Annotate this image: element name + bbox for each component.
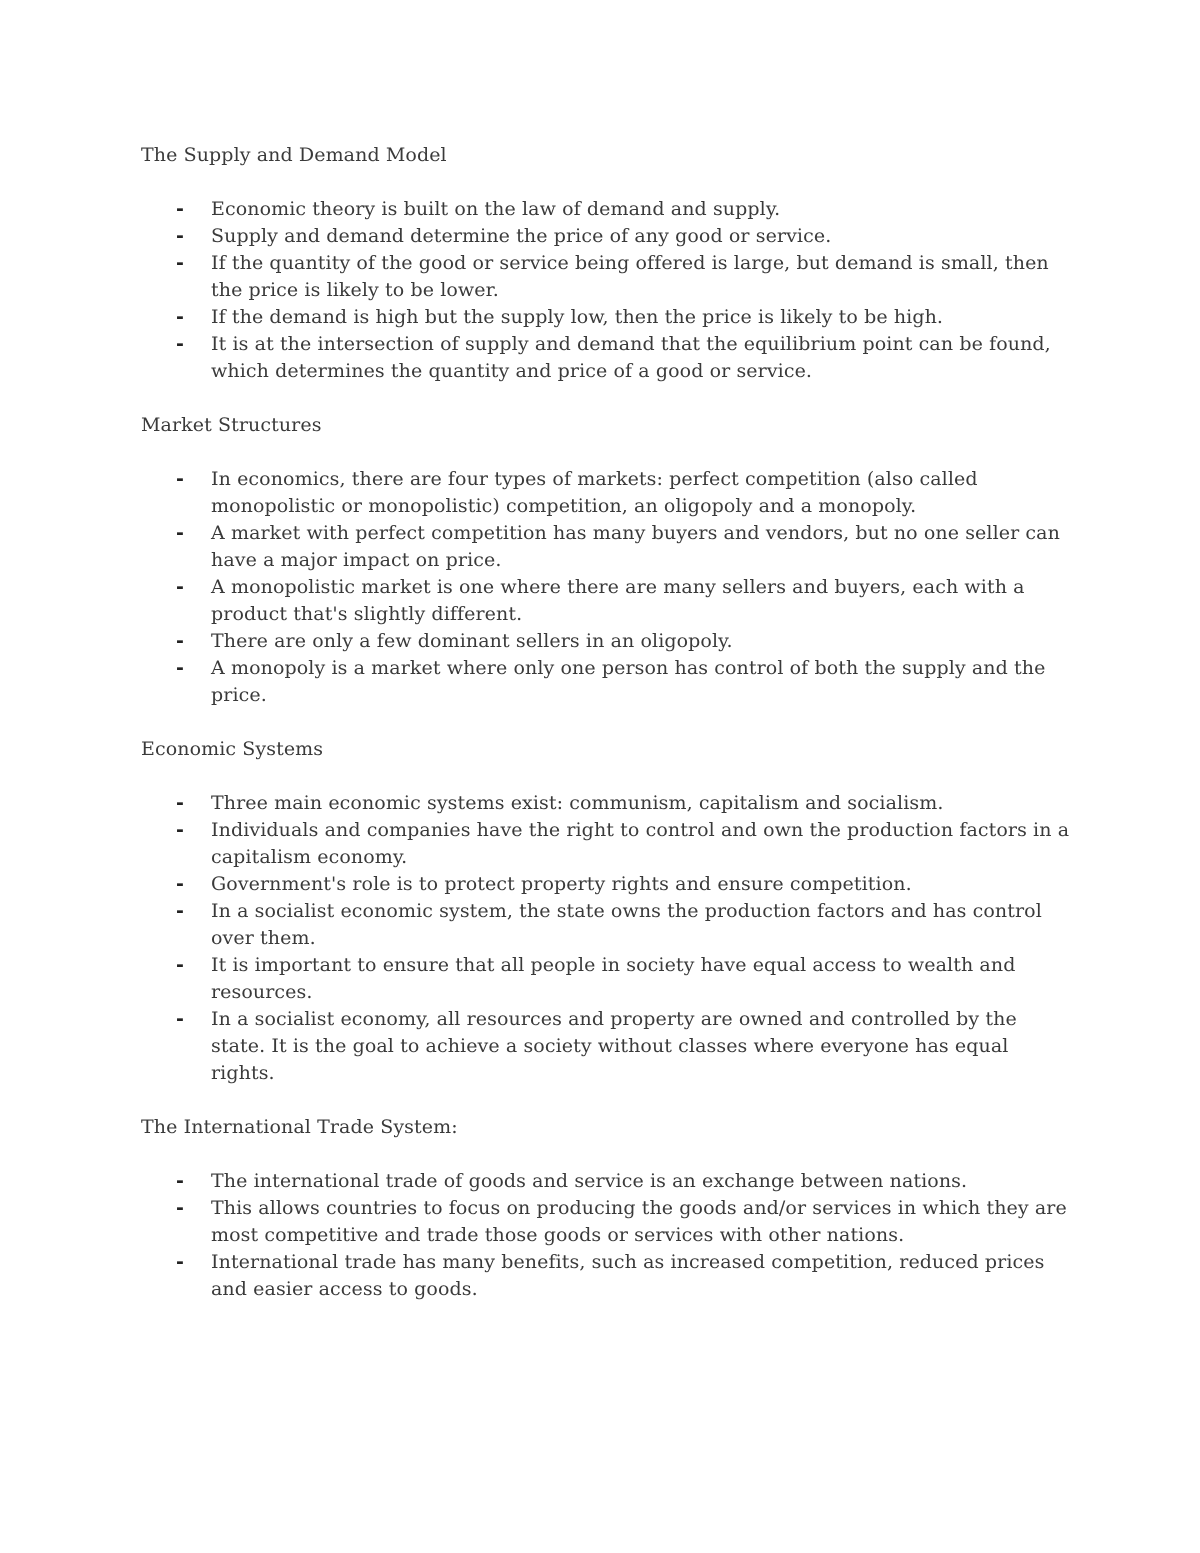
dash-bullet: - xyxy=(176,1251,184,1273)
bullet-list xyxy=(141,196,1071,385)
list-item: - If the demand is high but the supply low, then the price is likely to be high. xyxy=(141,304,1071,331)
list-item: - A monopolistic market is one where there are many sellers and buyers, each with a product that's slightly different. xyxy=(176,576,1025,625)
dash-bullet: - xyxy=(176,630,184,652)
dash-bullet: - xyxy=(176,657,184,679)
dash-bullet: - xyxy=(176,225,184,247)
list-item: - There are only a few dominant sellers in an oligopoly. xyxy=(141,628,1071,655)
dash-bullet: - xyxy=(176,954,184,976)
list-item: - It is important to ensure that all people in society have equal access to wealth and resources. xyxy=(176,954,1016,1003)
list-item: - Supply and demand determine the price of any good or service. xyxy=(141,223,1071,250)
list-item: - The international trade of goods and service is an exchange between nations. xyxy=(141,1168,1071,1195)
list-item: - Individuals and companies have the right to control and own the production factors in a capitalism economy. xyxy=(176,819,1070,868)
dash-bullet: - xyxy=(176,333,184,355)
list-item: - This allows countries to focus on producing the goods and/or services in which they are most competitive and trade those goods or services with other nations. xyxy=(176,1197,1067,1246)
bullet-list xyxy=(141,466,1071,709)
section-supply-demand xyxy=(141,142,1071,385)
section-title: The Supply and Demand Model xyxy=(141,144,447,166)
dash-bullet: - xyxy=(176,576,184,598)
dash-bullet: - xyxy=(176,306,184,328)
list-item: - If the quantity of the good or service being offered is large, but demand is small, then the price is likely to be lower. xyxy=(176,252,1049,301)
dash-bullet: - xyxy=(176,198,184,220)
list-item: - Three main economic systems exist: communism, capitalism and socialism. xyxy=(141,790,1071,817)
dash-bullet: - xyxy=(176,522,184,544)
dash-bullet: - xyxy=(176,252,184,274)
section-market-structures xyxy=(141,412,1071,709)
dash-bullet: - xyxy=(176,1008,184,1030)
list-item: - In economics, there are four types of markets: perfect competition (also called monopolistic or monopolistic) competition, an oligopoly and a monopoly. xyxy=(176,468,978,517)
dash-bullet: - xyxy=(176,900,184,922)
dash-bullet: - xyxy=(176,792,184,814)
list-item: - In a socialist economy, all resources and property are owned and controlled by the state. It is the goal to achieve a society without classes where everyone has equal rights. xyxy=(176,1008,1017,1084)
list-item: - It is at the intersection of supply and demand that the equilibrium point can be found, which determines the quantity and price of a good or service. xyxy=(176,333,1051,382)
list-item: - A market with perfect competition has many buyers and vendors, but no one seller can have a major impact on price. xyxy=(176,522,1060,571)
section-international-trade xyxy=(141,1114,1071,1303)
dash-bullet: - xyxy=(176,873,184,895)
dash-bullet: - xyxy=(176,819,184,841)
section-economic-systems xyxy=(141,736,1071,1087)
section-title: Economic Systems xyxy=(141,738,324,760)
list-item: - Economic theory is built on the law of demand and supply. xyxy=(141,196,1071,223)
bullet-list xyxy=(141,790,1071,1087)
list-item: - Government's role is to protect property rights and ensure competition. xyxy=(141,871,1071,898)
bullet-list xyxy=(141,1168,1071,1303)
dash-bullet: - xyxy=(176,1170,184,1192)
document-body xyxy=(141,142,1071,1330)
dash-bullet: - xyxy=(176,1197,184,1219)
list-item: - In a socialist economic system, the state owns the production factors and has control over them. xyxy=(176,900,1042,949)
dash-bullet: - xyxy=(176,468,184,490)
section-title: The International Trade System: xyxy=(141,1116,458,1138)
list-item: - International trade has many benefits, such as increased competition, reduced prices and easier access to goods. xyxy=(176,1251,1045,1300)
list-item: - A monopoly is a market where only one person has control of both the supply and the price. xyxy=(176,657,1046,706)
section-title: Market Structures xyxy=(141,414,322,436)
